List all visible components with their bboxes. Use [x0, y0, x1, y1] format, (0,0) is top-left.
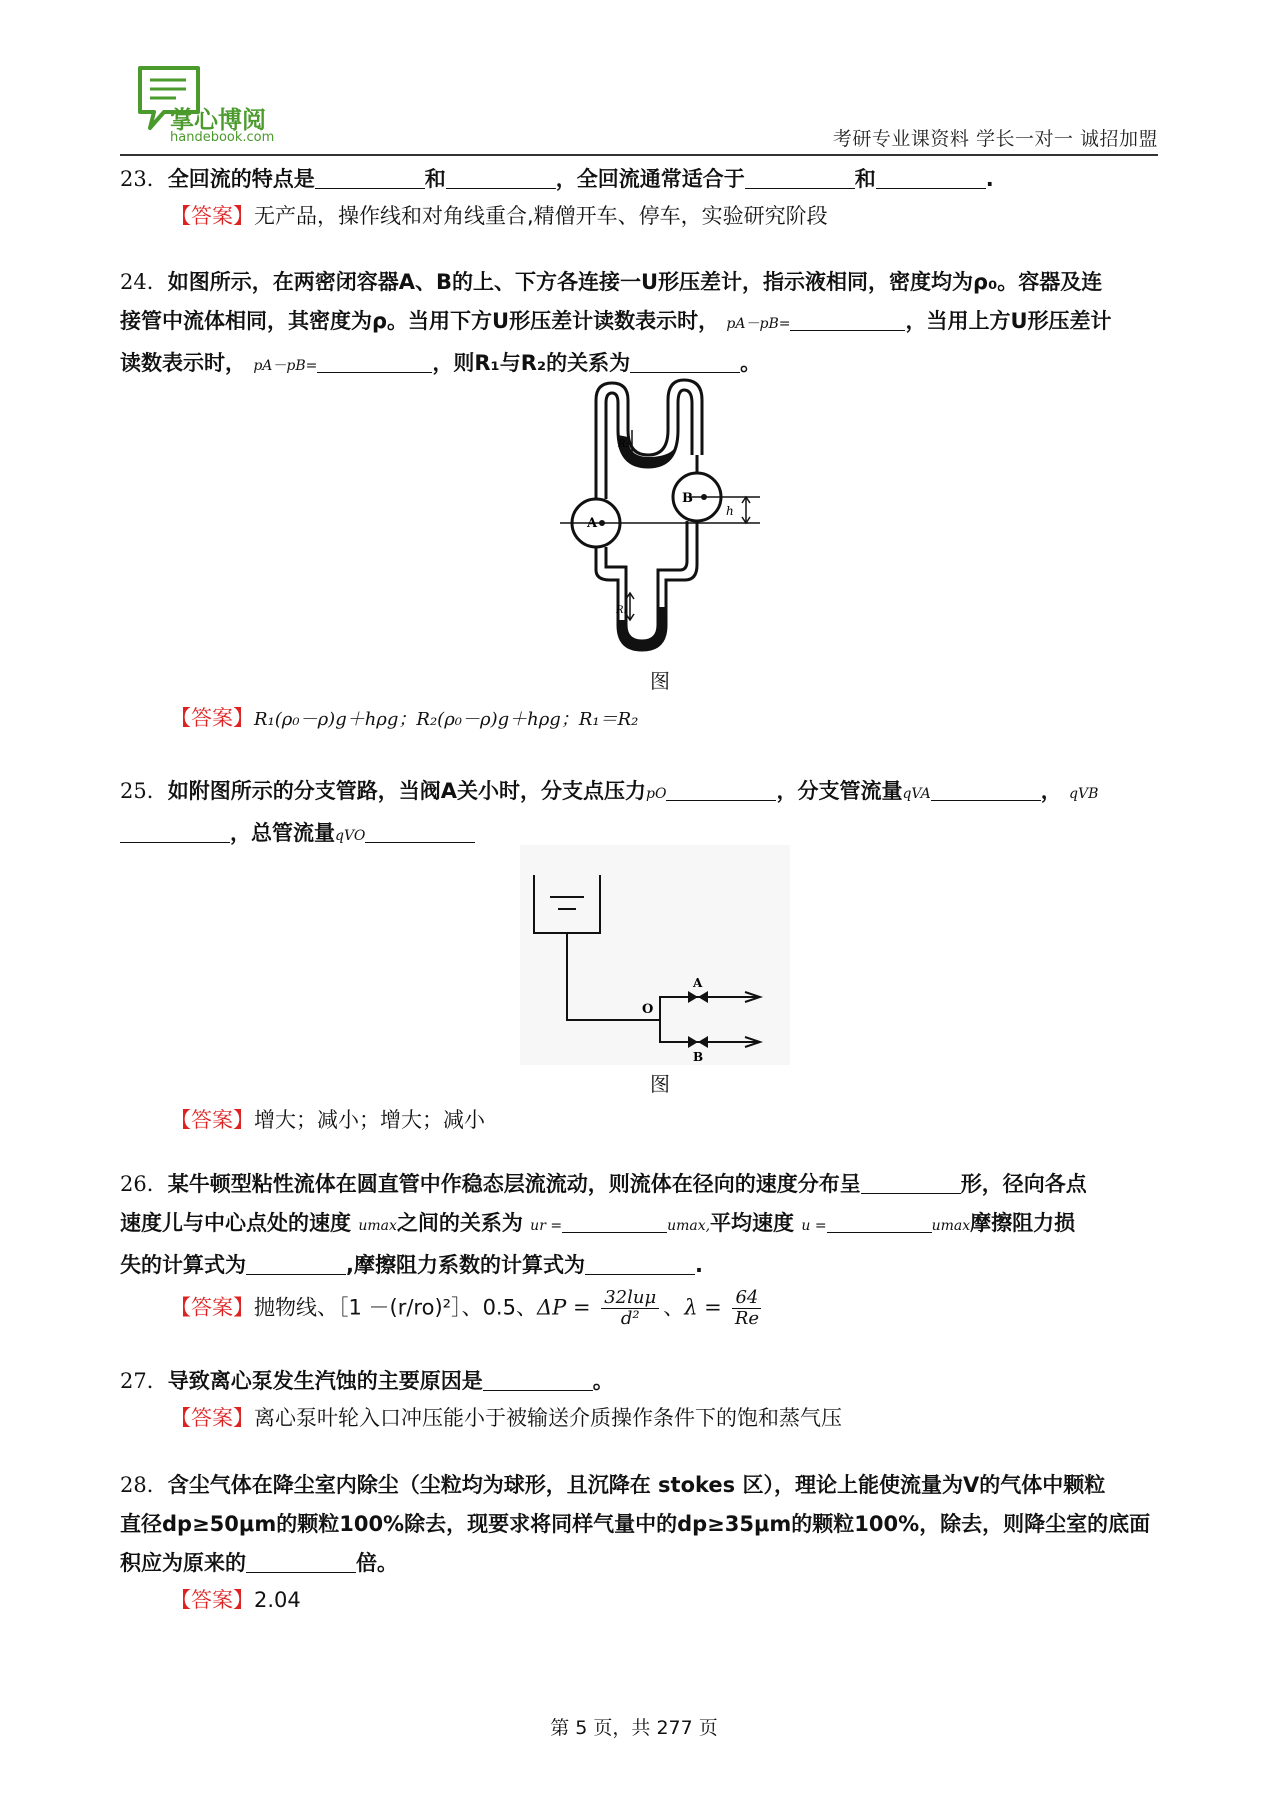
fraction-2-denominator: Re	[734, 1308, 760, 1329]
q26-line-2d: 摩擦阻力损	[970, 1211, 1076, 1235]
logo-url: handebook.com	[170, 130, 275, 145]
label-a: A	[587, 516, 598, 531]
answer-text: 无产品，操作线和对角线重合,精僧开车、停车，实验研究阶段	[254, 204, 828, 228]
fraction-2-numerator: 64	[732, 1288, 761, 1309]
label-valve-b: B	[693, 1050, 704, 1064]
q24-figure-caption: 图	[650, 669, 670, 693]
fraction-2	[732, 1288, 761, 1329]
q24-line-2	[120, 302, 1155, 344]
q23-blank-2	[446, 166, 556, 189]
q25-line-1b: ，分支管流量	[776, 779, 903, 803]
q25-blank-4	[365, 820, 475, 843]
label-b: B	[682, 491, 693, 506]
manometer-figure	[560, 375, 770, 665]
q26-line-2c: 平均速度	[710, 1211, 795, 1235]
answer-tag: 【答案】	[170, 1108, 254, 1132]
q26-blank-5	[585, 1252, 695, 1275]
answer-25	[170, 1102, 1150, 1138]
q26-blank-4	[246, 1252, 346, 1275]
q23-blank-3	[745, 166, 855, 189]
answer-text: 离心泵叶轮入口冲压能小于被输送介质操作条件下的饱和蒸气压	[254, 1406, 842, 1430]
q26-u: u =	[801, 1218, 827, 1234]
answer-text: R₁(ρ₀－ρ)g＋hρg；R₂(ρ₀－ρ)g＋hρg；R₁＝R₂	[254, 709, 639, 730]
q23-text-3: ，全回流通常适合于	[555, 167, 745, 191]
q25-line-1c: ，	[1040, 779, 1062, 803]
q24-line-3c: ，则R₁与R₂的关系为	[432, 351, 631, 375]
question-24	[120, 263, 1155, 386]
answer-24	[170, 700, 1150, 738]
answer-tag: 【答案】	[170, 1295, 254, 1320]
dp-label: ΔP =	[536, 1295, 591, 1320]
branch-pipe-figure	[520, 845, 790, 1065]
q26-line-1b: 形，径向各点	[960, 1172, 1087, 1196]
q25-number: 25．	[120, 779, 168, 803]
q24-line-1-text: 如图所示，在两密闭容器A、B的上、下方各连接一U形压差计，指示液相同，密度均为ρ₀。容器及连	[167, 270, 1103, 294]
answer-text: 增大；减小；增大；减小	[254, 1108, 485, 1132]
question-26	[120, 1165, 1155, 1285]
q24-formula-2: pA－pB=	[253, 358, 318, 374]
logo-name: 掌心博阅	[170, 106, 266, 134]
q26-line-3b: ,摩擦阻力系数的计算式为	[346, 1253, 585, 1277]
q25-line-1a: 如附图所示的分支管路，当阀A关小时，分支点压力	[167, 779, 646, 803]
answer-27	[170, 1400, 1150, 1436]
label-h: h	[726, 504, 734, 518]
question-27	[120, 1362, 1155, 1401]
q26-ur: ur =	[530, 1218, 563, 1234]
lambda-label: λ =	[684, 1295, 722, 1320]
answer-tag: 【答案】	[170, 204, 254, 228]
q26-line-2a: 速度儿与中心点处的速度	[120, 1211, 351, 1235]
fraction-1-numerator: 32luμ	[601, 1288, 659, 1309]
question-28	[120, 1466, 1155, 1583]
q24-blank-2	[317, 350, 432, 373]
answer-tag: 【答案】	[170, 1406, 254, 1430]
q25-line-1	[120, 772, 1155, 814]
q25-qo: qVO	[335, 828, 366, 844]
separator: 、	[663, 1295, 685, 1320]
q26-blank-2	[562, 1210, 667, 1233]
answer-28	[170, 1582, 1150, 1618]
q25-qa: qVA	[902, 786, 931, 802]
q24-line-2c: ，当用上方U形压差计	[905, 309, 1112, 333]
fraction-1	[601, 1288, 659, 1329]
q25-line-2-text: ，总管流量	[230, 821, 335, 845]
q24-line-3d: 。	[740, 351, 762, 375]
header-rule	[120, 154, 1158, 156]
label-r1: R₁	[616, 605, 628, 616]
q27-blank	[483, 1368, 593, 1391]
q23-number: 23．	[120, 167, 168, 191]
q28-number: 28．	[120, 1473, 168, 1497]
q28-line-3	[120, 1544, 1155, 1583]
q23-text-4: 和	[854, 167, 876, 191]
answer-text: 抛物线、［1 －(r/ro)²］、0.5、	[254, 1295, 537, 1320]
q25-blank-3	[120, 820, 230, 843]
q25-qb: qVB	[1069, 786, 1099, 802]
q26-umax: umax	[358, 1218, 397, 1234]
q25-blank-2	[931, 778, 1041, 801]
q23-blank-1	[315, 166, 425, 189]
q25-p: pO	[646, 786, 667, 802]
q25-figure-caption: 图	[650, 1072, 670, 1096]
q23-text-2: 和	[424, 167, 446, 191]
label-r2: R₂	[618, 439, 630, 450]
answer-tag: 【答案】	[170, 706, 254, 730]
q26-blank-1	[861, 1171, 961, 1194]
q23-blank-4	[876, 166, 986, 189]
q28-line-1	[120, 1466, 1155, 1505]
q26-umax-2: umax,	[667, 1218, 711, 1234]
answer-text: 2.04	[254, 1588, 301, 1612]
q27-number: 27．	[120, 1369, 168, 1393]
q26-line-2b: 之间的关系为	[396, 1211, 523, 1235]
q23-text-5: .	[985, 167, 994, 191]
q27-text-1: 导致离心泵发生汽蚀的主要原因是	[167, 1369, 483, 1393]
q28-blank	[246, 1550, 356, 1573]
q26-line-1	[120, 1165, 1155, 1204]
q24-number: 24．	[120, 270, 168, 294]
q28-line-1-text: 含尘气体在降尘室内除尘（尘粒均为球形，且沉降在 stokes 区），理论上能使流量为V的气体中颗粒	[167, 1473, 1106, 1497]
question-25	[120, 772, 1155, 856]
answer-26	[170, 1288, 1150, 1329]
q24-blank-3	[630, 350, 740, 373]
label-o: O	[642, 1002, 654, 1017]
q24-line-2a: 接管中流体相同，其密度为ρ。当用下方U形压差计读数表示时，	[120, 309, 720, 333]
q26-umax-3: umax	[931, 1218, 971, 1234]
q26-blank-3	[827, 1210, 932, 1233]
q26-line-3	[120, 1246, 1155, 1285]
q26-number: 26．	[120, 1172, 168, 1196]
page-footer: 第 5 页，共 277 页	[550, 1717, 718, 1739]
q26-line-3c: .	[694, 1253, 703, 1277]
q24-formula-1: pA－pB=	[726, 316, 791, 332]
q24-line-3a: 读数表示时，	[120, 351, 246, 375]
q28-line-3a: 积应为原来的	[120, 1551, 246, 1575]
q28-line-2: 直径dp≥50μm的颗粒100%除去，现要求将同样气量中的dp≥35μm的颗粒100%，除去，则降尘室的底面	[120, 1512, 1151, 1536]
q27-text-2: 。	[592, 1369, 614, 1393]
header-tagline: 考研专业课资料 学长一对一 诚招加盟	[832, 128, 1158, 150]
q25-blank-1	[666, 778, 776, 801]
q23-text-1: 全回流的特点是	[167, 167, 315, 191]
fraction-1-denominator: d²	[620, 1308, 640, 1329]
q26-line-3a: 失的计算式为	[120, 1253, 246, 1277]
answer-tag: 【答案】	[170, 1588, 254, 1612]
answer-23	[170, 198, 1150, 234]
label-valve-a: A	[693, 976, 703, 990]
q28-line-3b: 倍。	[356, 1551, 398, 1575]
q26-line-2	[120, 1204, 1155, 1246]
q26-line-1a: 某牛顿型粘性流体在圆直管中作稳态层流流动，则流体在径向的速度分布呈	[167, 1172, 861, 1196]
q24-line-1	[120, 263, 1155, 302]
logo	[130, 60, 280, 145]
q24-blank-1	[790, 308, 905, 331]
question-23	[120, 160, 1155, 199]
